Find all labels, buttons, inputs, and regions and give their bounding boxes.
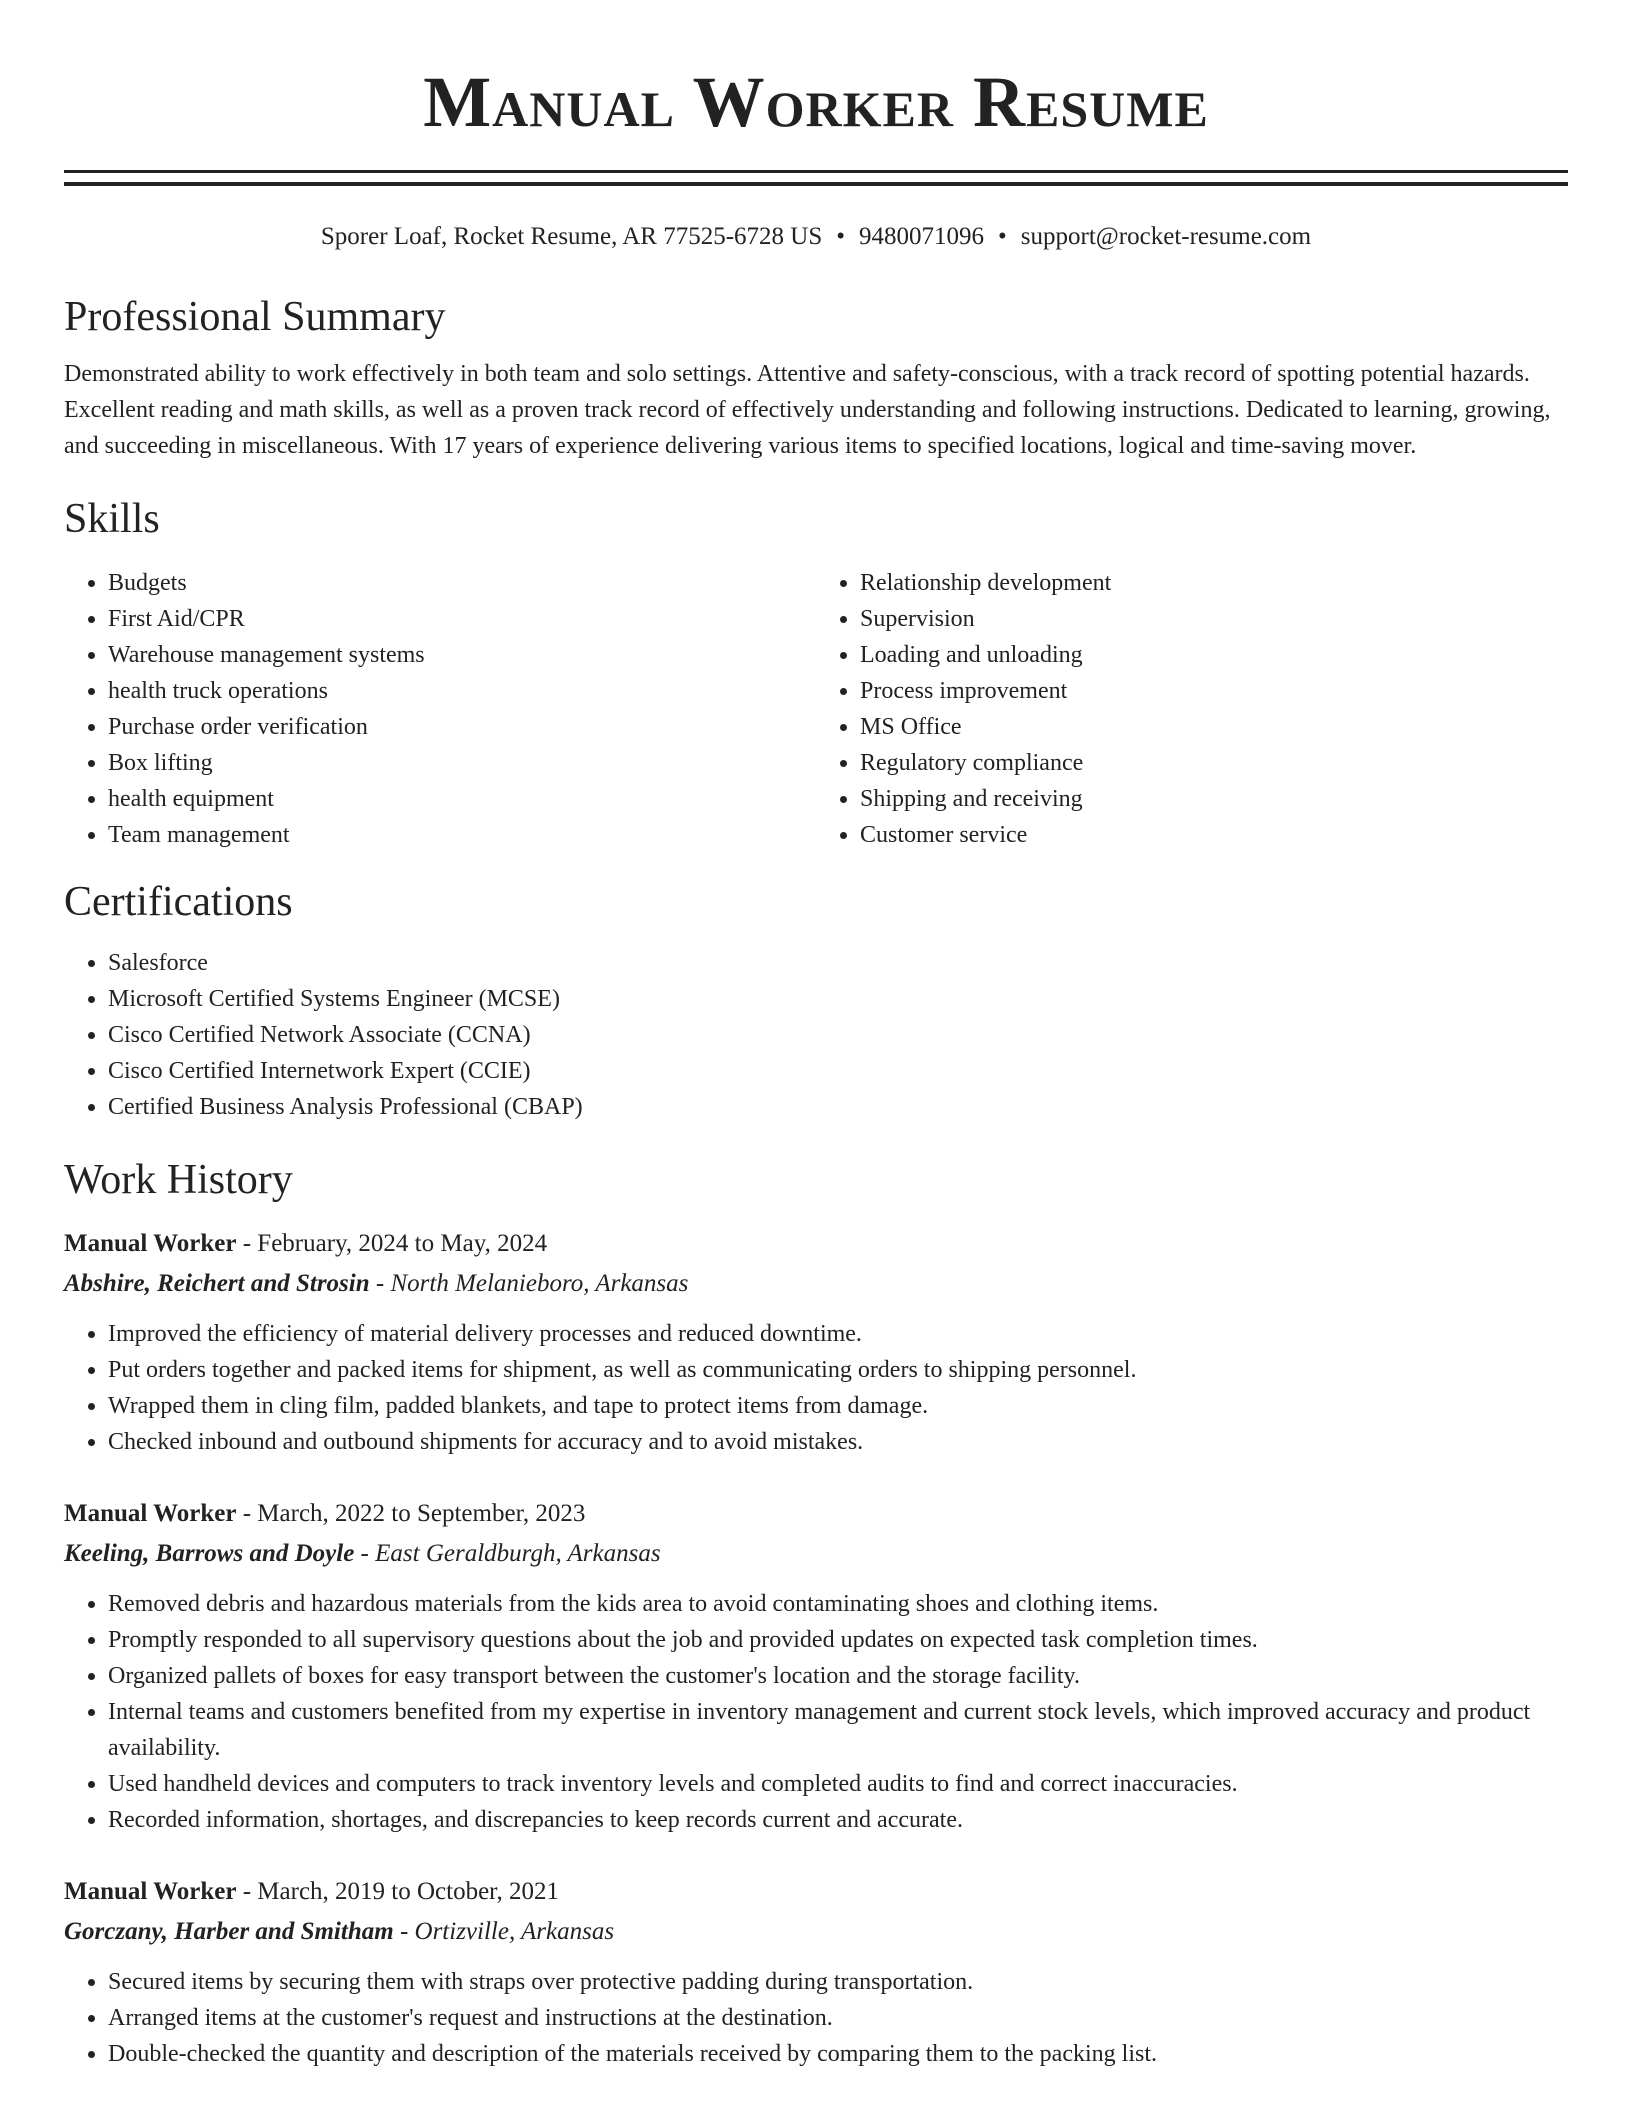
contact-address: Sporer Loaf, Rocket Resume, AR 77525-6728 US [320,223,823,250]
skill-item: • health equipment [108,781,816,817]
skill-item: • Supervision [860,601,1568,637]
certifications-list [64,945,1568,1125]
job-company: Abshire, Reichert and Strosin [64,1269,370,1297]
job-bullet: • Organized pallets of boxes for easy transport between the customer's location and the storage facility. [108,1658,1568,1694]
job-dates: - February, 2024 to May, 2024 [236,1229,548,1257]
job-dates: - March, 2022 to September, 2023 [236,1499,586,1527]
certification-item: • Cisco Certified Internetwork Expert (CCIE) [108,1053,1568,1089]
job-bullet: • Promptly responded to all supervisory questions about the job and provided updates on expected task completion times. [108,1622,1568,1658]
work-history-section [64,1155,1568,2071]
skill-item: • Loading and unloading [860,637,1568,673]
job-role: Manual Worker [64,1229,237,1257]
job-bullet: • Arranged items at the customer's request and instructions at the destination. [108,2000,1568,2036]
job-bullets [64,1316,1568,1460]
skill-item: • health truck operations [108,673,816,709]
certification-item: • Certified Business Analysis Professional (CBAP) [108,1089,1568,1125]
contact-separator: • [998,223,1007,250]
skill-item: • Customer service [860,817,1568,853]
summary-section [64,292,1568,464]
job-bullets [64,1964,1568,2072]
certifications-heading: Certifications [64,878,293,925]
certification-item: • Salesforce [108,945,1568,981]
skills-heading: Skills [64,496,160,543]
job-bullets [64,1586,1568,1838]
job-entry [64,1494,1568,1838]
job-bullet: • Removed debris and hazardous materials from the kids area to avoid contaminating shoes and clothing items. [108,1586,1568,1622]
job-company-line [64,1912,1568,1952]
job-entry [64,1872,1568,2072]
skill-item: • Box lifting [108,745,816,781]
job-bullet: • Checked inbound and outbound shipments for accuracy and to avoid mistakes. [108,1424,1568,1460]
job-bullet: • Recorded information, shortages, and discrepancies to keep records current and accurate. [108,1802,1568,1838]
job-role: Manual Worker [64,1499,237,1527]
job-role: Manual Worker [64,1877,237,1905]
work-history-heading: Work History [64,1157,293,1204]
certification-item: • Cisco Certified Network Associate (CCNA) [108,1017,1568,1053]
skill-item: • Team management [108,817,816,853]
job-bullet: • Secured items by securing them with straps over protective padding during transportation. [108,1964,1568,2000]
contact-phone: 9480071096 [859,223,985,250]
contact-email: support@rocket-resume.com [1020,223,1312,250]
job-title-line [64,1494,1568,1534]
skill-item: • Regulatory compliance [860,745,1568,781]
job-location: - East Geraldburgh, Arkansas [354,1539,661,1567]
skill-item: • Budgets [108,565,816,601]
job-location: - North Melanieboro, Arkansas [369,1269,689,1297]
header-divider [64,170,1568,186]
skills-list-right [816,565,1568,853]
skill-item: • First Aid/CPR [108,601,816,637]
job-bullet: • Improved the efficiency of material delivery processes and reduced downtime. [108,1316,1568,1352]
certifications-section [64,877,1568,1125]
contact-separator: • [836,223,846,250]
contact-line [64,222,1568,252]
job-title-line [64,1224,1568,1264]
job-company: Keeling, Barrows and Doyle [64,1539,355,1567]
job-bullet: • Put orders together and packed items for shipment, as well as communicating orders to shipping personnel. [108,1352,1568,1388]
job-location: - Ortizville, Arkansas [393,1917,615,1945]
skills-section [64,494,1568,852]
job-bullet: • Double-checked the quantity and description of the materials received by comparing them to the packing list. [108,2036,1568,2072]
skill-item: • Process improvement [860,673,1568,709]
skills-list-left [64,565,816,853]
skill-item: • Relationship development [860,565,1568,601]
skill-item: • Shipping and receiving [860,781,1568,817]
job-company-line [64,1264,1568,1304]
job-bullet: • Internal teams and customers benefited from my expertise in inventory management and current stock levels, which improved accuracy and product availability. [108,1694,1568,1766]
job-entry [64,1224,1568,1460]
job-dates: - March, 2019 to October, 2021 [236,1877,560,1905]
job-company-line [64,1534,1568,1574]
summary-text: Demonstrated ability to work effectively in both team and solo settings. Attentive and safety-conscious, with a track record of spotting potential hazards. Excellent reading and math skills, as well as a proven track record of effectively understanding and following instructions. Dedicated to learning, growing, and succeeding in miscellaneous. With 17 years of experience delivering various items to specified locations, logical and time-saving mover. [64,361,1551,460]
certification-item: • Microsoft Certified Systems Engineer (MCSE) [108,981,1568,1017]
job-bullet: • Used handheld devices and computers to track inventory levels and completed audits to find and correct inaccuracies. [108,1766,1568,1802]
skill-item: • Purchase order verification [108,709,816,745]
skill-item: • Warehouse management systems [108,637,816,673]
job-company: Gorczany, Harber and Smitham [64,1917,394,1945]
resume-name-heading: Manual Worker Resume [423,62,1209,142]
skills-grid [64,565,1568,853]
summary-heading: Professional Summary [64,294,446,340]
job-title-line [64,1872,1568,1912]
skill-item: • MS Office [860,709,1568,745]
job-bullet: • Wrapped them in cling film, padded blankets, and tape to protect items from damage. [108,1388,1568,1424]
